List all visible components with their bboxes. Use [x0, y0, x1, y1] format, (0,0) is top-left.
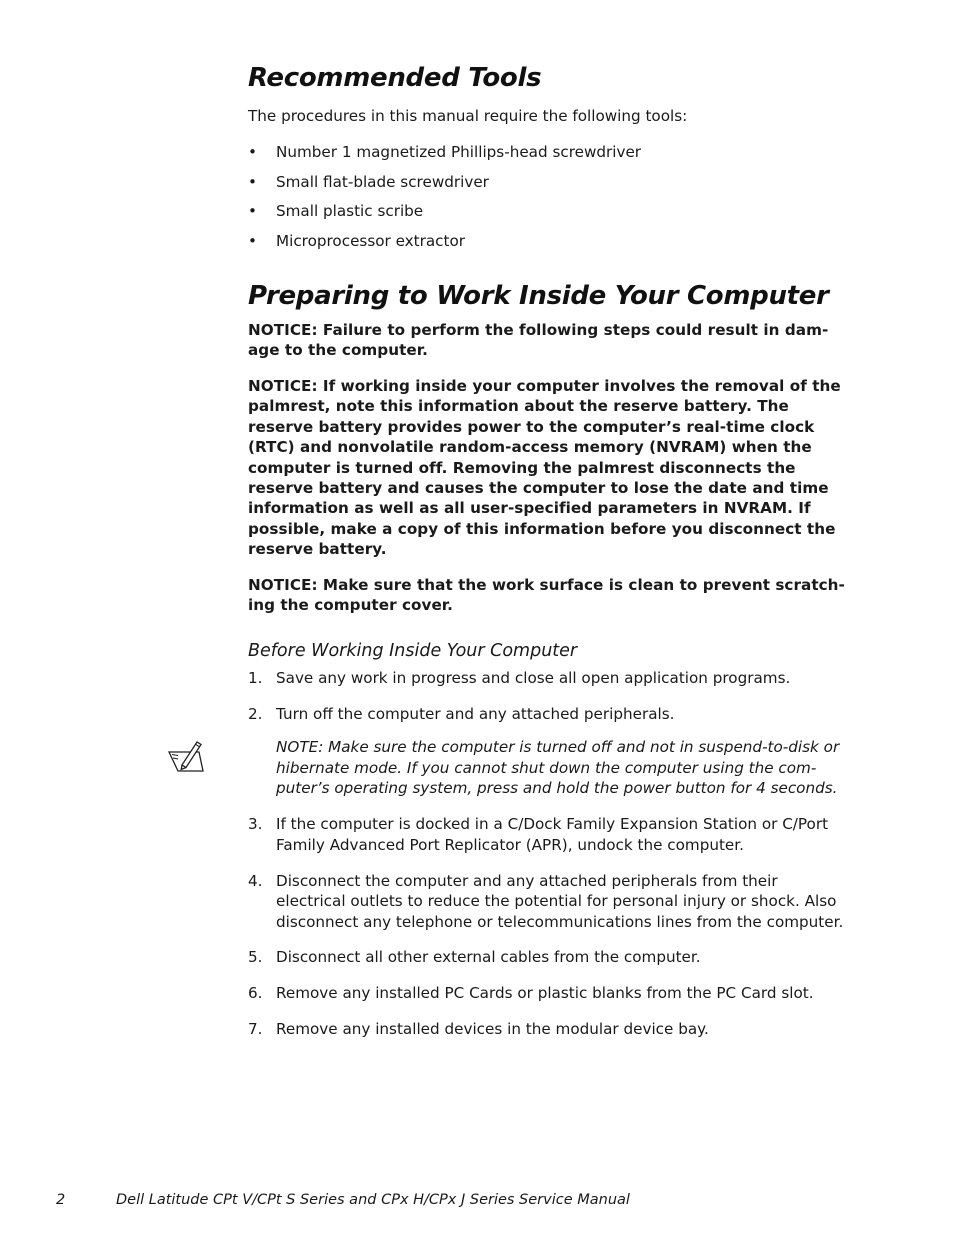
before-working-subheading: Before Working Inside Your Computer — [248, 641, 578, 662]
list-item — [248, 201, 848, 221]
list-item — [248, 172, 848, 192]
step-text: If the computer is docked in a C/Dock Family Expansion Station or C/Port Family Advanced Port Replicator (APR), undock the computer. — [276, 815, 829, 854]
step-text: Disconnect all other external cables from the computer. — [276, 948, 701, 967]
step-item — [248, 947, 848, 967]
step-number: 1. — [248, 669, 263, 688]
list-item — [248, 142, 848, 162]
step-item — [248, 871, 848, 932]
steps-list — [248, 668, 848, 724]
step-item — [248, 1019, 848, 1039]
footer-title: Dell Latitude CPt V/CPt S Series and CPx H/CPx J Series Service Manual — [116, 1192, 630, 1208]
recommended-tools-heading: Recommended Tools — [248, 63, 542, 93]
step-text: Turn off the computer and any attached peripherals. — [276, 705, 675, 724]
step-item — [248, 983, 848, 1003]
step-number: 2. — [248, 705, 263, 724]
tools-intro: The procedures in this manual require the following tools: — [248, 107, 688, 125]
preparing-heading: Preparing to Work Inside Your Computer — [248, 281, 829, 312]
notice-paragraph: NOTICE: Failure to perform the following steps could result in dam-age to the computer. — [248, 321, 829, 360]
tools-list — [248, 142, 848, 251]
steps-list-continued — [248, 814, 848, 1039]
list-item-text: Number 1 magnetized Phillips-head screwdriver — [276, 143, 642, 161]
bullet-icon: • — [248, 143, 257, 161]
notice-paragraph: NOTICE: Make sure that the work surface is clean to prevent scratch-ing the computer cover. — [248, 575, 845, 614]
page-content — [248, 58, 848, 1055]
note-pencil-icon — [166, 739, 206, 773]
bullet-icon: • — [248, 232, 257, 251]
step-text: Disconnect the computer and any attached peripherals from their electrical outlets to reduce the potential for personal injury or shock. Also disconnect any telephone or telecommunications lines from the computer. — [276, 871, 844, 931]
step-text: Save any work in progress and close all open application programs. — [276, 669, 791, 688]
step-number: 5. — [248, 948, 263, 967]
step-number: 3. — [248, 815, 263, 834]
bullet-icon: • — [248, 172, 257, 191]
step-text: Remove any installed devices in the modular device bay. — [276, 1020, 709, 1039]
note-block — [248, 737, 848, 798]
step-number: 7. — [248, 1020, 263, 1039]
step-item — [248, 668, 848, 688]
step-text: Remove any installed PC Cards or plastic blanks from the PC Card slot. — [276, 984, 814, 1003]
list-item-text: Microprocessor extractor — [276, 232, 466, 251]
step-number: 6. — [248, 984, 263, 1003]
list-item-text: Small plastic scribe — [276, 202, 424, 221]
note-text: NOTE: Make sure the computer is turned off and not in suspend-to-disk or hibernate mode. If you cannot shut down the computer using the com-puter’s operating system, press and hold the power button for 4 seconds. — [276, 738, 840, 797]
page-number: 2 — [56, 1192, 66, 1208]
step-item — [248, 814, 848, 855]
list-item — [248, 231, 848, 251]
step-item — [248, 704, 848, 724]
list-item-text: Small flat-blade screwdriver — [276, 172, 489, 191]
step-number: 4. — [248, 871, 263, 890]
bullet-icon: • — [248, 202, 257, 221]
notice-paragraph: NOTICE: If working inside your computer involves the removal of the palmrest, note this information about the reserve battery. The reserve battery provides power to the computer’s real-time clock (RTC) and nonvolatile random-access memory (NVRAM) when the computer is turned off. Removing the palmrest disconnects the reserve battery and causes the computer to lose the date and time information as well as all user-specified parameters in NVRAM. If possible, make a copy of this information before you disconnect the reserve battery. — [248, 376, 841, 559]
